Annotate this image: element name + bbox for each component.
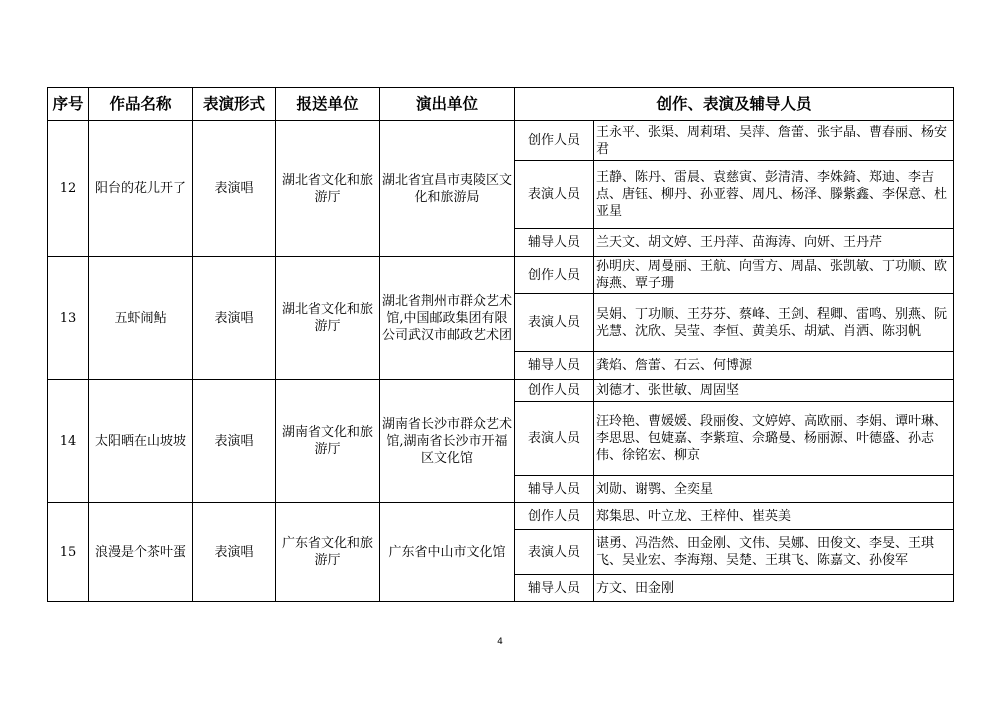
- cell-role: 表演人员: [515, 530, 594, 575]
- cell-title: 五虾闹鲇: [89, 257, 193, 380]
- cell-form: 表演唱: [193, 380, 276, 503]
- cell-submitter: 湖北省文化和旅游厅: [276, 257, 380, 380]
- header-title: 作品名称: [89, 88, 193, 121]
- cell-people: 王静、陈丹、雷晨、袁慈寅、彭清清、李姝錡、郑迪、李吉点、唐钰、柳丹、孙亚蓉、周凡、杨泽、滕紫鑫、李保意、杜亚星: [594, 161, 954, 229]
- cell-people: 孙明庆、周曼丽、王航、向雪方、周晶、张凯敏、丁功顺、欧海燕、覃子珊: [594, 257, 954, 294]
- cell-seq: 13: [48, 257, 89, 380]
- cell-submitter: 湖南省文化和旅游厅: [276, 380, 380, 503]
- header-submitter: 报送单位: [276, 88, 380, 121]
- header-row: [48, 88, 954, 121]
- cell-form: 表演唱: [193, 121, 276, 257]
- table-row: [48, 257, 954, 294]
- cell-role: 表演人员: [515, 161, 594, 229]
- cell-role: 辅导人员: [515, 352, 594, 380]
- cell-role: 创作人员: [515, 503, 594, 530]
- page-number: 4: [497, 637, 503, 647]
- cell-people: 兰天文、胡文婷、王丹萍、苗海涛、向妍、王丹芹: [594, 229, 954, 257]
- cell-form: 表演唱: [193, 257, 276, 380]
- cell-role: 辅导人员: [515, 476, 594, 503]
- cell-seq: 12: [48, 121, 89, 257]
- cell-performer: 湖北省宜昌市夷陵区文化和旅游局: [380, 121, 515, 257]
- cell-people: 刘德才、张世敏、周固坚: [594, 380, 954, 402]
- header-performer: 演出单位: [380, 88, 515, 121]
- cell-submitter: 广东省文化和旅游厅: [276, 503, 380, 602]
- table-row: [48, 121, 954, 161]
- cell-people: 郑集思、叶立龙、王梓仲、崔英美: [594, 503, 954, 530]
- cell-submitter: 湖北省文化和旅游厅: [276, 121, 380, 257]
- cell-people: 汪玲艳、曹媛媛、段丽俊、文婷婷、高欧丽、李娟、谭叶琳、李思思、包婕嘉、李紫瑄、佘璐曼、杨丽源、叶德盛、孙志伟、徐铭宏、柳京: [594, 402, 954, 476]
- cell-people: 方文、田金刚: [594, 575, 954, 602]
- table-row: [48, 380, 954, 402]
- cell-title: 太阳晒在山坡坡: [89, 380, 193, 503]
- cell-people: 龚焰、詹蕾、石云、何博源: [594, 352, 954, 380]
- cell-role: 辅导人员: [515, 229, 594, 257]
- cell-role: 表演人员: [515, 402, 594, 476]
- cell-people: 吴娟、丁功顺、王芬芬、蔡峰、王剑、程卿、雷鸣、别燕、阮光慧、沈欣、吴莹、李恒、黄美乐、胡斌、肖洒、陈羽帆: [594, 294, 954, 352]
- cell-performer: 湖南省长沙市群众艺术馆,湖南省长沙市开福区文化馆: [380, 380, 515, 503]
- cell-role: 表演人员: [515, 294, 594, 352]
- program-table: [47, 87, 954, 602]
- header-form: 表演形式: [193, 88, 276, 121]
- cell-people: 谌勇、冯浩然、田金刚、文伟、吴娜、田俊文、李旻、王琪飞、吴业宏、李海翔、吴楚、王琪飞、陈嘉文、孙俊军: [594, 530, 954, 575]
- cell-seq: 14: [48, 380, 89, 503]
- header-seq: 序号: [48, 88, 89, 121]
- header-staff: 创作、表演及辅导人员: [515, 88, 954, 121]
- cell-seq: 15: [48, 503, 89, 602]
- cell-role: 创作人员: [515, 380, 594, 402]
- cell-people: 刘勋、谢鹗、全奕星: [594, 476, 954, 503]
- cell-title: 浪漫是个茶叶蛋: [89, 503, 193, 602]
- table-row: [48, 503, 954, 530]
- cell-performer: 湖北省荆州市群众艺术馆,中国邮政集团有限公司武汉市邮政艺术团: [380, 257, 515, 380]
- cell-role: 辅导人员: [515, 575, 594, 602]
- cell-role: 创作人员: [515, 257, 594, 294]
- cell-form: 表演唱: [193, 503, 276, 602]
- cell-role: 创作人员: [515, 121, 594, 161]
- cell-people: 王永平、张渠、周莉珺、吴萍、詹蕾、张宇晶、曹春丽、杨安君: [594, 121, 954, 161]
- cell-title: 阳台的花儿开了: [89, 121, 193, 257]
- cell-performer: 广东省中山市文化馆: [380, 503, 515, 602]
